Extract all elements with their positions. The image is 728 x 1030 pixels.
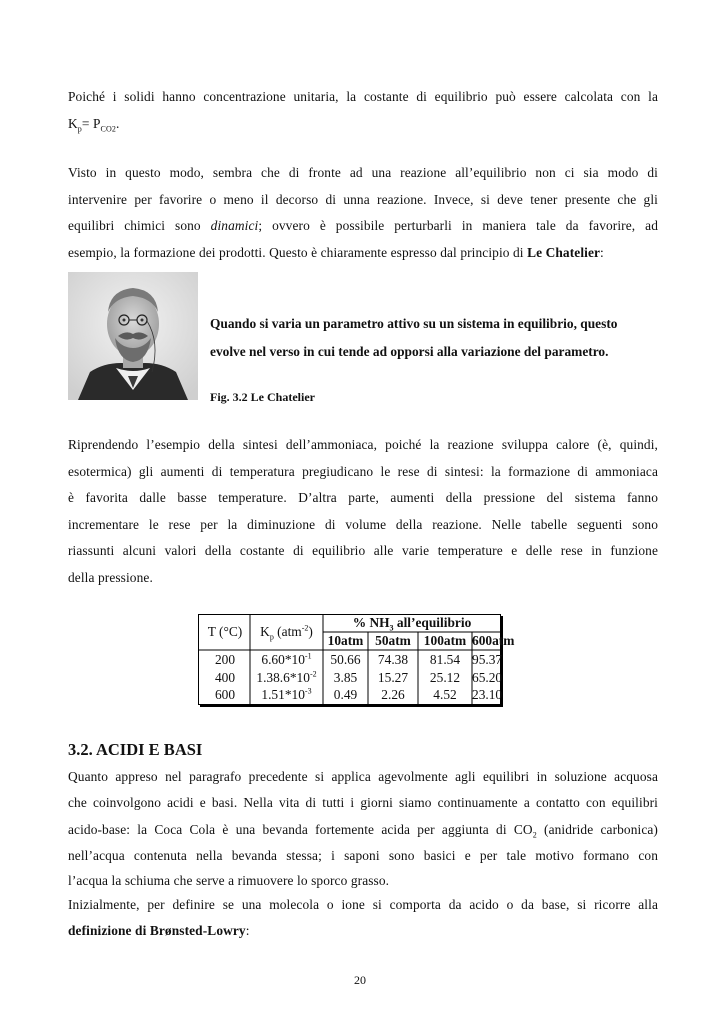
table-cell-yield: 81.54 bbox=[429, 652, 461, 667]
text-line: esempio, la formazione dei prodotti. Questo è chiaramente espresso dal principio di Le Chatelier: bbox=[68, 244, 604, 260]
le-chatelier-portrait bbox=[68, 272, 198, 400]
portrait-image bbox=[68, 272, 198, 400]
text-line: Inizialmente, per definire se una molecola o ione si comporta da acido o da base, si ricorre alla bbox=[68, 896, 658, 912]
text-line: Visto in questo modo, sembra che di fronte ad una reazione all’equilibrio non ci sia modo di bbox=[68, 165, 658, 180]
table-cell-yield: 2.26 bbox=[381, 687, 405, 702]
text-line: acido-base: la Coca Cola è una bevanda fortemente acida per aggiunta di $CO_2$ (anidride carbonica) bbox=[68, 821, 658, 840]
section-heading: 3.2. ACIDI E BASI bbox=[68, 740, 203, 759]
table-cell-yield: 50.66 bbox=[330, 652, 361, 667]
text-line: incrementare le rese per la diminuzione di volume della reazione. Nelle tabelle seguenti sono bbox=[68, 516, 658, 532]
table-cell-temp: 400 bbox=[214, 670, 236, 685]
text-line: della pressione. bbox=[68, 569, 153, 585]
table-cell-temp: 600 bbox=[214, 687, 236, 702]
table-cell-yield: 74.38 bbox=[377, 652, 409, 667]
text-line: Riprendendo l’esempio della sintesi dell’ammoniaca, poiché la reazione sviluppa calore (è, quindi, bbox=[68, 437, 658, 452]
table-cell-yield: 65.20 bbox=[472, 670, 503, 685]
table-cell-yield: 25.12 bbox=[429, 670, 461, 685]
table-cell-yield: 4.52 bbox=[433, 687, 457, 702]
table-cell-kp: $1.38.6*10^{-2}$ bbox=[256, 669, 317, 685]
text-line: nell’acqua contenuta nella bevanda stessa; i saponi sono basici e per tale motivo formano con bbox=[68, 848, 658, 864]
page-number: 20 bbox=[354, 973, 366, 987]
header-pressure: 600atm bbox=[472, 633, 515, 648]
le-chatelier-principle-line1: Quando si varia un parametro attivo su un sistema in equilibrio, questo bbox=[210, 316, 618, 331]
le-chatelier-principle-line2: evolve nel verso in cui tende ad opporsi alla variazione del parametro. bbox=[210, 344, 609, 359]
header-kp: $K_p$ (atm$^{-2}$) bbox=[260, 623, 313, 642]
header-pressure: 10atm bbox=[327, 633, 364, 648]
paragraph-acids-bases bbox=[68, 764, 658, 944]
text-line: è favorita dalle basse temperature. D’altra parte, aumenti della pressione del sistema fanno bbox=[68, 490, 658, 506]
text-line: definizione di Brønsted-Lowry: bbox=[68, 923, 250, 939]
header-pressure: 100atm bbox=[423, 633, 467, 648]
paragraph-solids bbox=[68, 84, 658, 137]
kp-formula: $K_p= P_{CO2}$. bbox=[68, 115, 120, 134]
figure-caption: Fig. 3.2 Le Chatelier bbox=[210, 390, 315, 404]
text-line: intervenire per favorire o meno il decorso di unna reazione. Invece, si deve tener presente che gli bbox=[68, 191, 658, 207]
text-line: che coinvolgono acidi e basi. Nella vita di tutti i giorni siamo continuamente a contatto con equilibri bbox=[68, 795, 658, 811]
table-cell-yield: 23.10 bbox=[472, 687, 503, 702]
text-line: equilibri chimici sono dinamici; ovvero è possibile perturbarli in maniera tale da favorire, ad bbox=[68, 218, 658, 234]
paragraph-ammonia-synthesis bbox=[68, 432, 658, 592]
paragraph-dynamic-equilibrium bbox=[68, 160, 658, 266]
table-cell-kp: $6.60*10^{-1}$ bbox=[261, 651, 312, 667]
table-cell-kp: $1.51*10^{-3}$ bbox=[261, 686, 312, 702]
text-line: riassunti alcuni valori della costante di equilibrio alle varie temperature e delle rese in funzione bbox=[68, 543, 658, 559]
table-cell-temp: 200 bbox=[214, 652, 236, 667]
table-cell-yield: 0.49 bbox=[333, 687, 358, 702]
text-line: Quanto appreso nel paragrafo precedente si applica agevolmente agli equilibri in soluzione acquosa bbox=[68, 769, 658, 784]
table-cell-yield: 15.27 bbox=[377, 670, 409, 685]
table-cell-yield: 3.85 bbox=[333, 670, 358, 685]
text-line: l’acqua la schiuma che serve a rimuovere lo sporco grasso. bbox=[68, 872, 390, 888]
header-pressure: 50atm bbox=[375, 633, 411, 648]
equilibrium-table bbox=[198, 614, 515, 708]
text-line: Poiché i solidi hanno concentrazione unitaria, la costante di equilibrio può essere calcolata con la bbox=[68, 89, 658, 104]
header-temperature: T (°C) bbox=[207, 624, 243, 639]
header-nh3-yield: % $NH_3$ all’equilibrio bbox=[352, 615, 472, 633]
table-cell-yield: 95.37 bbox=[472, 652, 503, 667]
text-line: esotermica) gli aumenti di temperatura pregiudicano le rese di sintesi: la formazione di ammoniaca bbox=[68, 463, 658, 479]
